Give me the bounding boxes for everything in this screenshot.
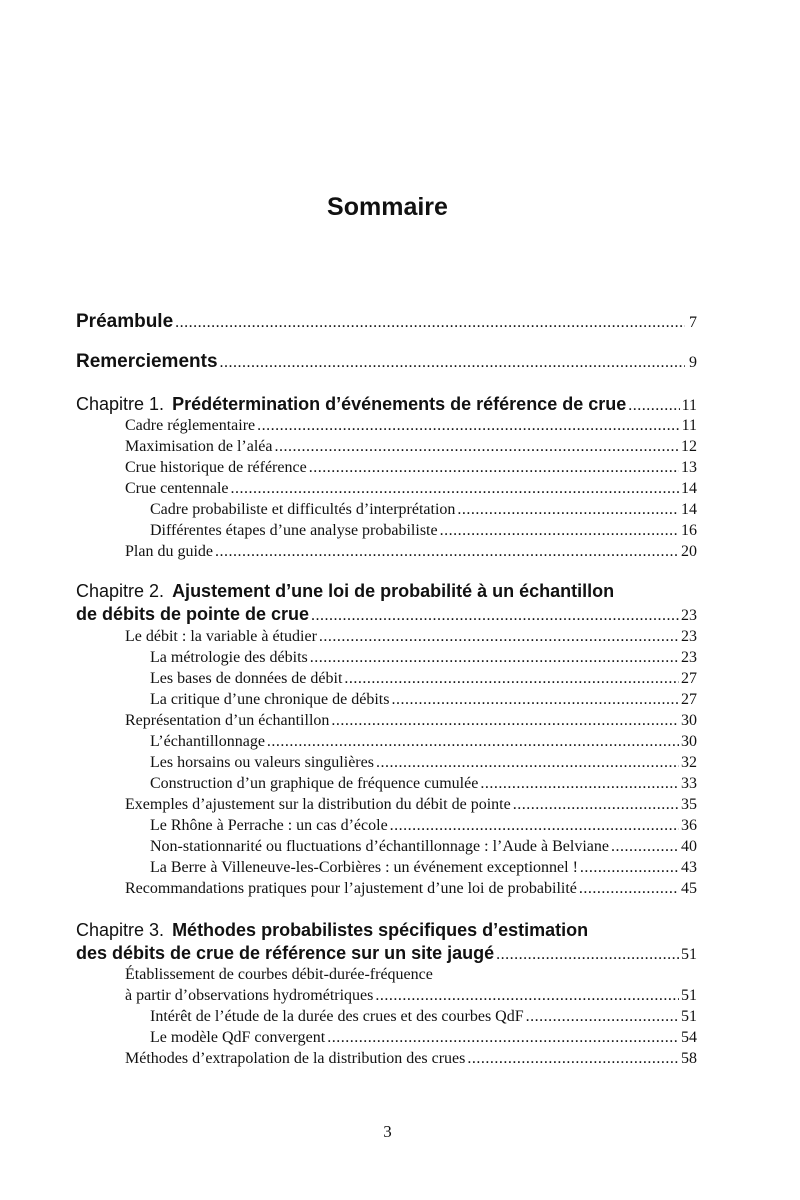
leader-dots — [496, 945, 679, 965]
leader-dots — [457, 500, 679, 520]
toc-entry[interactable]: Différentes étapes d’une analyse probabiliste ..... 16 — [0, 521, 697, 541]
leader-dots — [175, 313, 685, 333]
toc-entry[interactable]: Plan du guide ..... 20 — [0, 542, 697, 562]
chapter-prefix: Chapitre 1. — [76, 394, 165, 414]
toc-entry-page: 7 — [689, 314, 697, 331]
leader-dots — [257, 416, 679, 436]
leader-dots — [311, 606, 679, 626]
leader-dots — [513, 795, 679, 815]
toc-entry[interactable]: La métrologie des débits ..... 23 — [0, 648, 697, 668]
leader-dots — [231, 479, 680, 499]
toc-entry[interactable]: Les horsains ou valeurs singulières ..... 32 — [0, 753, 697, 773]
toc-entry[interactable]: Intérêt de l’étude de la durée des crues et des courbes QdF ..... 51 — [0, 1007, 697, 1027]
leader-dots — [391, 690, 679, 710]
toc-entry[interactable]: L’échantillonnage ..... 30 — [0, 732, 697, 752]
toc-entry[interactable]: Maximisation de l’aléa ..... 12 — [0, 437, 697, 457]
leader-dots — [215, 542, 679, 562]
leader-dots — [275, 437, 679, 457]
toc-chapter-3[interactable] — [0, 943, 697, 965]
toc-entry-label-line1[interactable]: Établissement de courbes débit-durée-fréquence — [125, 966, 433, 983]
toc-entry[interactable]: Recommandations pratiques pour l’ajustement d’une loi de probabilité ..... 45 — [0, 879, 697, 899]
toc-entry[interactable]: Cadre probabiliste et difficultés d’interprétation ..... 14 — [0, 500, 697, 520]
toc-chapter-1[interactable] — [0, 394, 697, 416]
toc-entry[interactable]: Le modèle QdF convergent ..... 54 — [0, 1028, 697, 1048]
leader-dots — [376, 753, 679, 773]
toc-entry-page: 9 — [689, 354, 697, 371]
leader-dots — [628, 396, 679, 416]
chapter-title: Ajustement d’une loi de probabilité à un échantillon — [172, 581, 615, 601]
chapter-title-cont: de débits de pointe de crue — [76, 604, 310, 624]
leader-dots — [611, 837, 679, 857]
toc-entry-label: Préambule — [76, 311, 174, 332]
toc-entry[interactable]: Le débit : la variable à étudier ..... 23 — [0, 627, 697, 647]
leader-dots — [580, 858, 679, 878]
toc-entry[interactable]: La critique d’une chronique de débits ..... 27 — [0, 690, 697, 710]
toc-entry-page: 23 — [681, 607, 697, 624]
toc-entry-page: 11 — [681, 397, 697, 414]
leader-dots — [331, 711, 679, 731]
toc-entry-page: 51 — [681, 946, 697, 963]
toc-entry[interactable]: La Berre à Villeneuve-les-Corbières : un événement exceptionnel ! ..... 43 — [0, 858, 697, 878]
toc-entry[interactable]: Représentation d’un échantillon ..... 30 — [0, 711, 697, 731]
leader-dots — [375, 986, 679, 1006]
toc-entry[interactable]: Crue centennale ..... 14 — [0, 479, 697, 499]
toc-entry-label: Remerciements — [76, 351, 218, 372]
toc-entry[interactable]: Méthodes d’extrapolation de la distribution des crues ..... 58 — [0, 1049, 697, 1069]
toc-entry[interactable]: Exemples d’ajustement sur la distribution du débit de pointe ..... 35 — [0, 795, 697, 815]
chapter-title: Méthodes probabilistes spécifiques d’estimation — [172, 920, 589, 940]
toc-chapter-2-line1[interactable] — [76, 580, 614, 604]
toc-chapter-3-line1[interactable] — [76, 919, 588, 943]
toc-entry[interactable]: Le Rhône à Perrache : un cas d’école ..... 36 — [0, 816, 697, 836]
leader-dots — [344, 669, 679, 689]
leader-dots — [579, 879, 679, 899]
page-number: 3 — [383, 1122, 392, 1141]
toc-chapter-2[interactable] — [0, 604, 697, 626]
toc-entry[interactable]: Construction d’un graphique de fréquence cumulée ..... 33 — [0, 774, 697, 794]
leader-dots — [467, 1049, 679, 1069]
leader-dots — [267, 732, 679, 752]
toc-entry-remerciements[interactable] — [0, 352, 697, 373]
chapter-title-cont: des débits de crue de référence sur un site jaugé — [76, 943, 495, 963]
leader-dots — [526, 1007, 679, 1027]
leader-dots — [480, 774, 679, 794]
leader-dots — [309, 458, 679, 478]
leader-dots — [327, 1028, 679, 1048]
leader-dots — [220, 353, 685, 373]
toc-entry-preambule[interactable] — [0, 312, 697, 333]
leader-dots — [390, 816, 679, 836]
leader-dots — [440, 521, 679, 541]
toc-entry[interactable]: Crue historique de référence ..... 13 — [0, 458, 697, 478]
leader-dots — [310, 648, 679, 668]
chapter-prefix: Chapitre 2. — [76, 581, 165, 601]
toc-entry[interactable]: à partir d’observations hydrométriques ..... 51 — [0, 986, 697, 1006]
page-title: Sommaire — [327, 193, 448, 221]
toc-entry[interactable]: Cadre réglementaire ..... 11 — [0, 416, 697, 436]
chapter-title: Prédétermination d’événements de référence de crue — [172, 394, 627, 414]
leader-dots — [319, 627, 679, 647]
toc-entry[interactable]: Les bases de données de débit ..... 27 — [0, 669, 697, 689]
chapter-prefix: Chapitre 3. — [76, 920, 165, 940]
toc-entry[interactable]: Non-stationnarité ou fluctuations d’échantillonnage : l’Aude à Belviane ..... 40 — [0, 837, 697, 857]
